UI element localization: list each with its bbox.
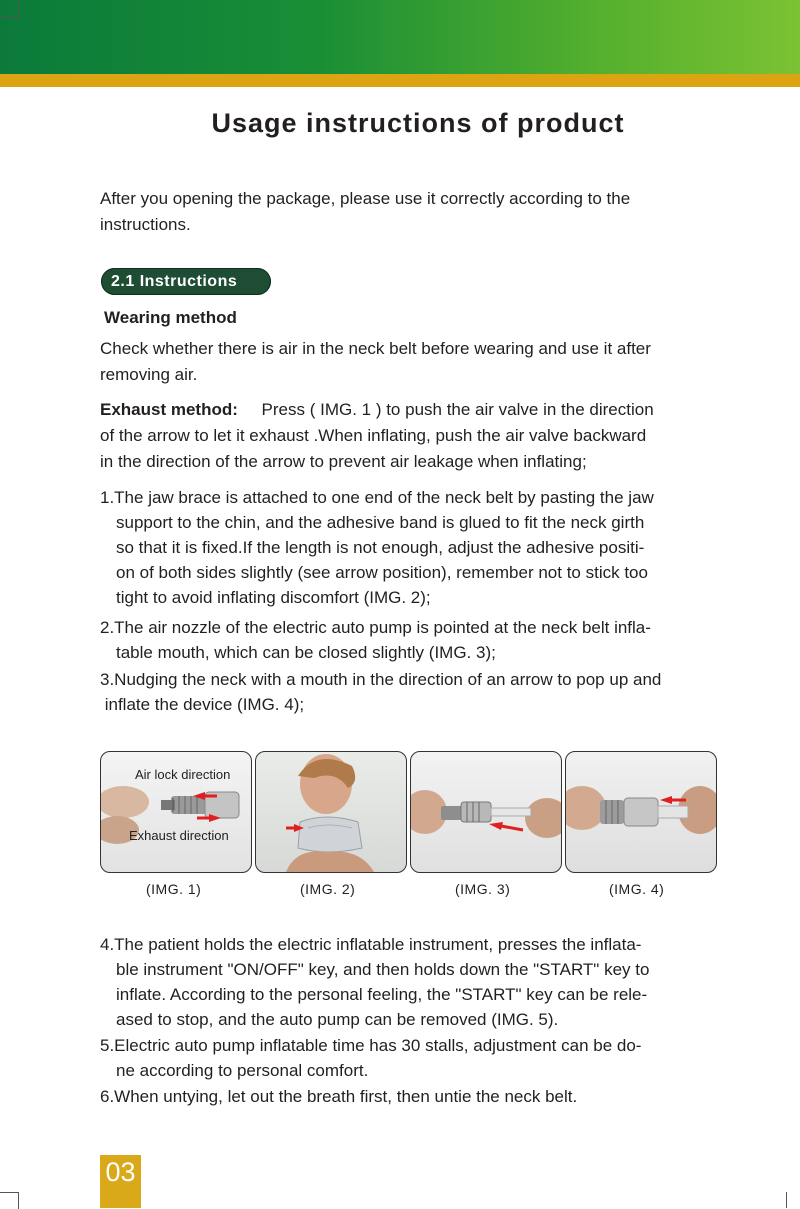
step-line: ne according to personal comfort. — [116, 1061, 369, 1080]
image-inflate-device — [565, 751, 717, 873]
step-line: 4.The patient holds the electric inflatable instrument, presses the inflata- — [100, 935, 642, 954]
section-label-badge — [101, 268, 271, 295]
list-item-step-2 — [100, 615, 740, 665]
list-item-step-5 — [100, 1033, 740, 1083]
step-line: 6.When untying, let out the breath first, then untie the neck belt. — [100, 1087, 578, 1106]
step-line: inflate the device (IMG. 4); — [100, 695, 305, 714]
inflate-device-illustration — [566, 752, 716, 872]
neck-brace-illustration — [256, 752, 406, 872]
crop-mark-bottom-right — [786, 1192, 800, 1208]
step-line: 1.The jaw brace is attached to one end of the neck belt by pasting the jaw — [100, 488, 654, 507]
exhaust-method-label: Exhaust method: — [100, 400, 238, 419]
caption-img-3: (IMG. 3) — [455, 881, 511, 897]
intro-line: After you opening the package, please use it correctly according to the — [100, 189, 631, 208]
step-line: 3.Nudging the neck with a mouth in the direction of an arrow to pop up and — [100, 670, 662, 689]
header-green-band — [0, 0, 800, 74]
list-item-step-6 — [100, 1084, 740, 1109]
step-line: ased to stop, and the auto pump can be removed (IMG. 5). — [116, 1010, 559, 1029]
intro-line: instructions. — [100, 215, 191, 234]
image-neck-brace-worn — [255, 751, 407, 873]
wearing-method-heading: Wearing method — [104, 308, 237, 327]
exhaust-line: Press ( IMG. 1 ) to push the air valve in the direction — [261, 400, 654, 419]
pump-nozzle-illustration — [411, 752, 561, 872]
page-number: 03 — [100, 1155, 141, 1208]
step-line: 5.Electric auto pump inflatable time has 30 stalls, adjustment can be do- — [100, 1036, 642, 1055]
air-lock-direction-label: Air lock direction — [135, 767, 231, 782]
caption-img-1: (IMG. 1) — [146, 881, 202, 897]
wearing-paragraph — [100, 336, 740, 388]
header-gold-band — [0, 74, 800, 87]
exhaust-line: in the direction of the arrow to prevent air leakage when inflating; — [100, 452, 587, 471]
list-item-step-4 — [100, 932, 740, 1032]
list-item-step-3 — [100, 667, 740, 717]
wearing-line: Check whether there is air in the neck belt before wearing and use it after — [100, 339, 651, 358]
caption-img-2: (IMG. 2) — [300, 881, 356, 897]
exhaust-line: of the arrow to let it exhaust .When inflating, push the air valve backward — [100, 426, 647, 445]
image-pump-nozzle — [410, 751, 562, 873]
step-line: on of both sides slightly (see arrow position), remember not to stick too — [116, 563, 648, 582]
page-title: Usage instructions of product — [211, 108, 625, 138]
step-line: ble instrument "ON/OFF" key, and then holds down the "START" key to — [116, 960, 650, 979]
wearing-line: removing air. — [100, 365, 198, 384]
intro-paragraph — [100, 186, 740, 238]
step-line: tight to avoid inflating discomfort (IMG. 2); — [116, 588, 431, 607]
exhaust-paragraph — [100, 397, 740, 475]
crop-mark-top-left — [0, 0, 19, 18]
caption-img-4: (IMG. 4) — [609, 881, 665, 897]
step-line: support to the chin, and the adhesive band is glued to fit the neck girth — [116, 513, 645, 532]
step-line: 2.The air nozzle of the electric auto pump is pointed at the neck belt infla- — [100, 618, 651, 637]
list-item-step-1 — [100, 485, 740, 610]
image-valve-directions — [100, 751, 252, 873]
crop-mark-bottom-left — [0, 1192, 19, 1209]
step-line: so that it is fixed.If the length is not enough, adjust the adhesive positi- — [116, 538, 645, 557]
section-label: 2.1 Instructions — [111, 273, 238, 290]
step-line: table mouth, which can be closed slightly (IMG. 3); — [116, 643, 496, 662]
step-line: inflate. According to the personal feeling, the "START" key can be rele- — [116, 985, 648, 1004]
exhaust-direction-label: Exhaust direction — [129, 828, 229, 843]
